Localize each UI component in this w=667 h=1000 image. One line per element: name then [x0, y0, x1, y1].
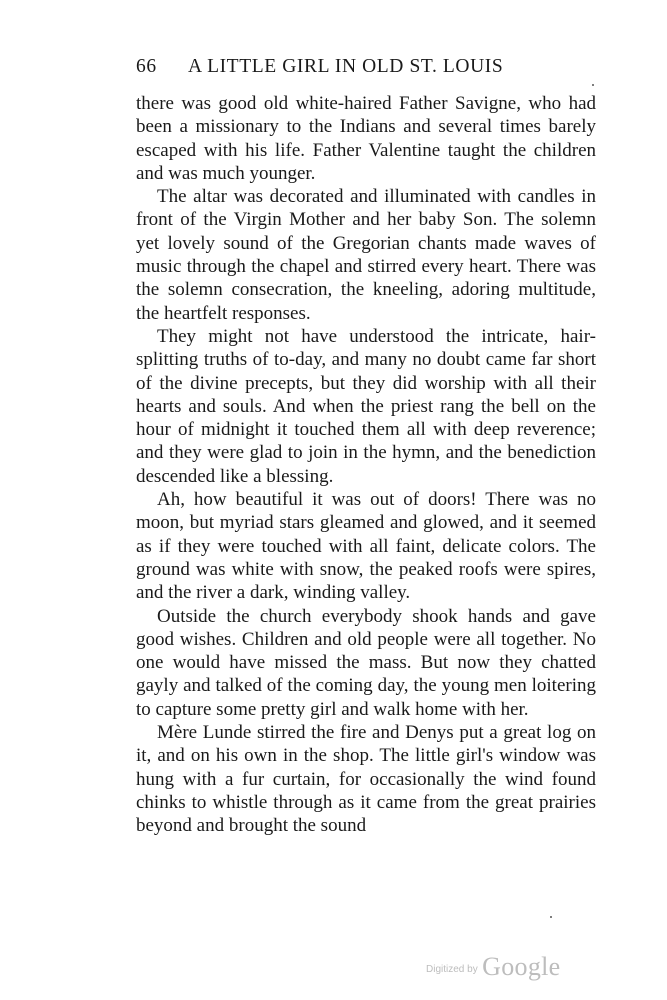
- paragraph-4: Ah, how beautiful it was out of doors! There was no moon, but myriad stars gleamed and glowed, and it seemed as if they were touched with all faint, delicate colors. The ground was white with snow, the peaked roofs were spires, and the river a dark, winding valley.: [136, 489, 596, 604]
- watermark-brand: Google: [482, 952, 561, 981]
- running-head: [136, 56, 596, 78]
- page-number: 66: [136, 56, 157, 77]
- print-speck: [550, 916, 552, 918]
- print-speck: [592, 84, 594, 86]
- paragraph-3: They might not have understood the intricate, hair-splitting truths of to-day, and many no doubt came far short of the divine precepts, but they did worship with all their hearts and souls. And when the priest rang the bell on the hour of midnight it touched them all with deep reverence; and they were glad to join in the hymn, and the benediction descended like a blessing.: [136, 325, 596, 487]
- paragraph-1: there was good old white-haired Father Savigne, who had been a missionary to the Indians and several times barely escaped with his life. Father Valentine taught the children and was much younger.: [136, 93, 596, 184]
- paragraph-6: Mère Lunde stirred the fire and Denys put a great log on it, and on his own in the shop. The little girl's window was hung with a fur curtain, for occasionally the wind found chinks to whistle through as it came from the great prairies beyond and brought the sound: [136, 722, 596, 837]
- watermark-prefix: Digitized by: [426, 964, 478, 975]
- paragraph-2: The altar was decorated and illuminated with candles in front of the Virgin Mother and her baby Son. The solemn yet lovely sound of the Gregorian chants made waves of music through the chapel and stirred every heart. There was the solemn consecration, the kneeling, adoring multitude, the heartfelt responses.: [136, 186, 596, 324]
- body-text: [136, 92, 596, 838]
- digitized-watermark: [426, 952, 561, 982]
- running-title: A LITTLE GIRL IN OLD ST. LOUIS: [188, 56, 504, 77]
- paragraph-5: Outside the church everybody shook hands and gave good wishes. Children and old people were all together. No one would have missed the mass. But now they chatted gayly and talked of the coming day, the young men loitering to capture some pretty girl and walk home with her.: [136, 605, 596, 720]
